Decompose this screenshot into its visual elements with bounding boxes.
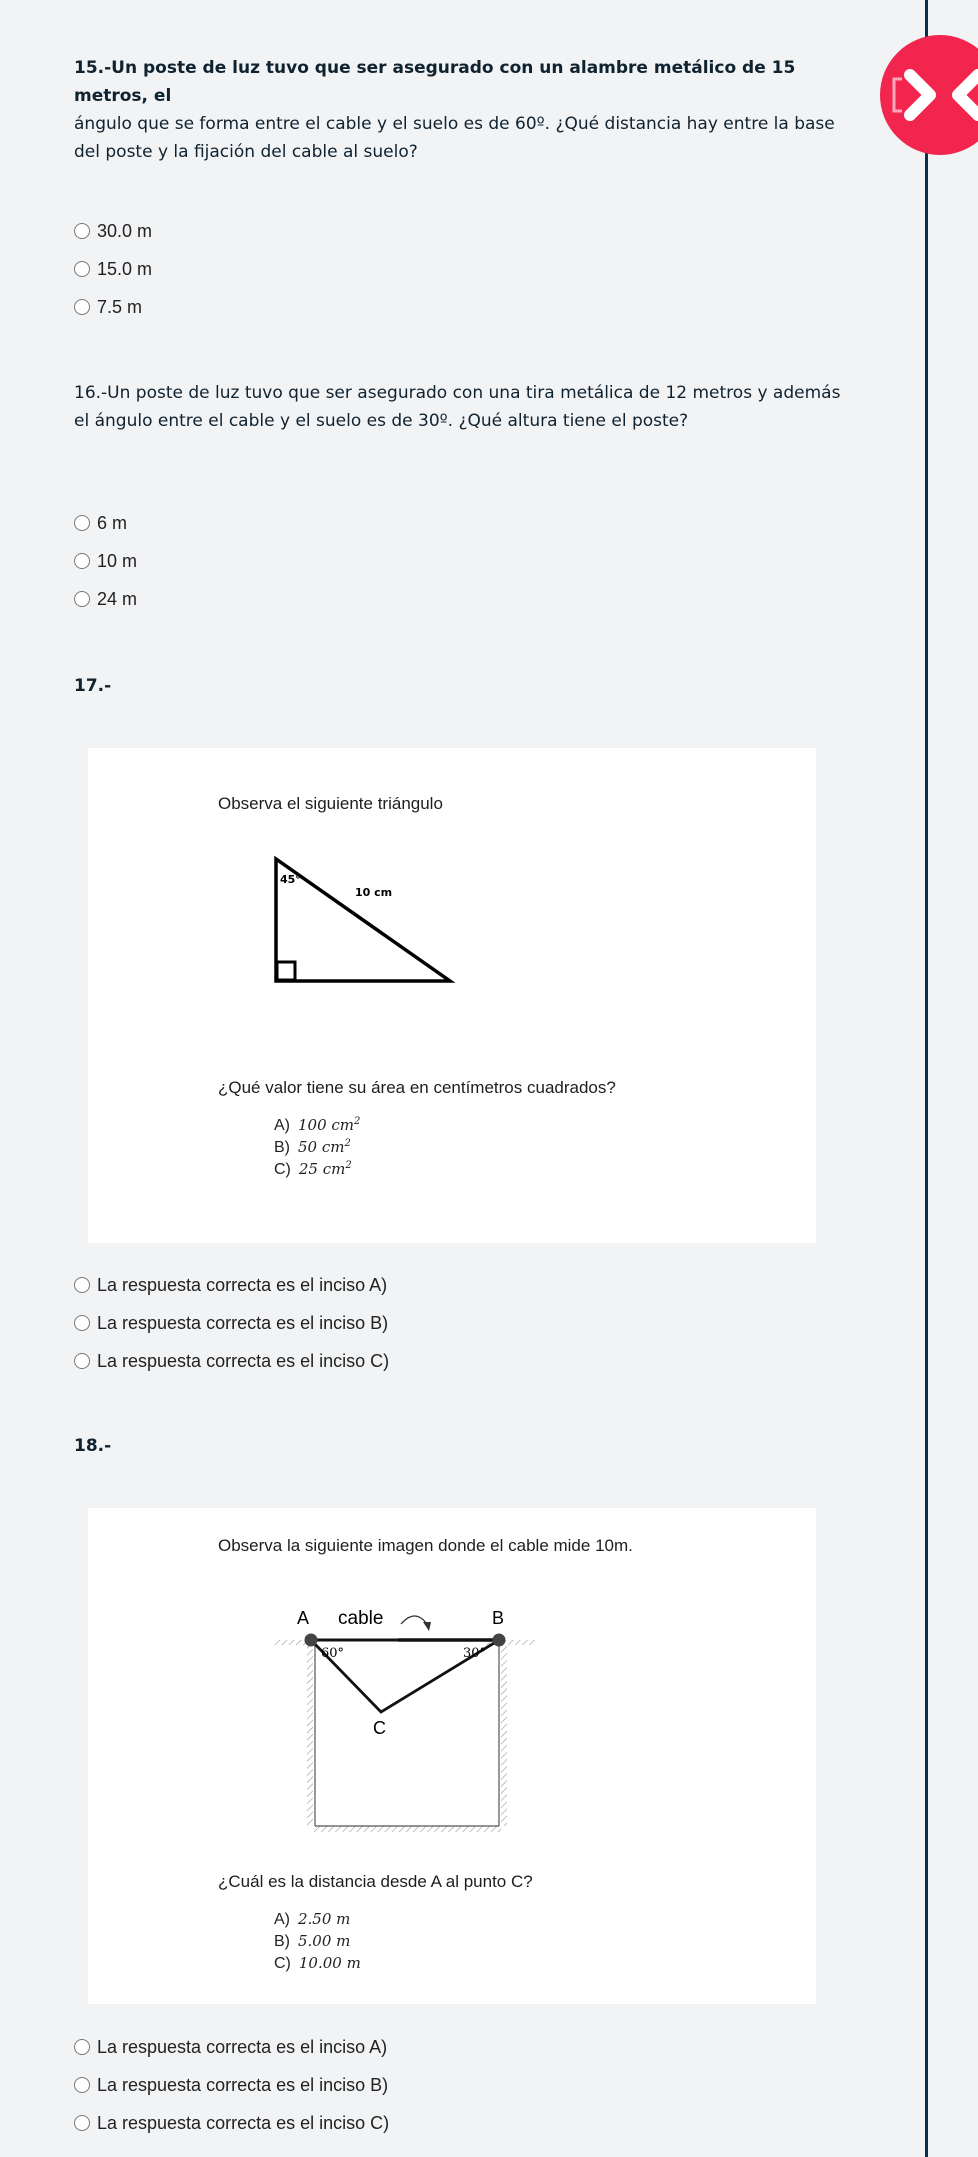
radio-button[interactable] [74, 1315, 90, 1331]
right-triangle-figure [268, 853, 468, 993]
radio-button[interactable] [74, 515, 90, 531]
q15-option-3[interactable]: 7.5 m [74, 296, 142, 318]
q15-option-1[interactable]: 30.0 m [74, 220, 152, 242]
radio-button[interactable] [74, 261, 90, 277]
q18-choice-b: B) 5.00 m [274, 1932, 351, 1950]
radio-button[interactable] [74, 1277, 90, 1293]
question-16-line2: el ángulo entre el cable y el suelo es de 30º. ¿Qué altura tiene el poste? [74, 411, 689, 431]
point-a-label: A [297, 1608, 310, 1628]
radio-button[interactable] [74, 223, 90, 239]
q18-image-panel [88, 1508, 816, 2004]
point-b-label: B [492, 1608, 505, 1628]
radio-button[interactable] [74, 2115, 90, 2131]
q15-option-2[interactable]: 15.0 m [74, 258, 152, 280]
question-15-line1: 15.-Un poste de luz tuvo que ser asegurado con un alambre metálico de 15 metros, el [74, 58, 796, 106]
right-rail-divider [925, 0, 928, 2157]
q18-option-a[interactable]: La respuesta correcta es el inciso A) [74, 2036, 387, 2058]
q17-option-a[interactable]: La respuesta correcta es el inciso A) [74, 1274, 387, 1296]
question-15-line3: del poste y la fijación del cable al suelo? [74, 142, 418, 162]
question-18-label: 18.- [74, 1436, 112, 1456]
q16-option-3[interactable]: 24 m [74, 588, 137, 610]
q17-choice-b: B) 50 $cm^2$ [274, 1138, 351, 1156]
q17-option-c[interactable]: La respuesta correcta es el inciso C) [74, 1350, 389, 1372]
q17-question-text: ¿Qué valor tiene su área en centímetros cuadrados? [218, 1078, 616, 1097]
radio-button[interactable] [74, 2039, 90, 2055]
q18-intro-text: Observa la siguiente imagen donde el cable mide 10m. [218, 1536, 633, 1555]
angle-60-label: 60° [321, 1646, 345, 1661]
close-x-icon [880, 35, 978, 155]
cable-label: cable [338, 1608, 384, 1629]
q18-option-b[interactable]: La respuesta correcta es el inciso B) [74, 2074, 388, 2096]
point-c-label: C [373, 1718, 386, 1738]
question-15-line2: ángulo que se forma entre el cable y el suelo es de 60º. ¿Qué distancia hay entre la base [74, 114, 835, 134]
radio-button[interactable] [74, 2077, 90, 2093]
radio-button[interactable] [74, 591, 90, 607]
question-16-title [74, 379, 854, 435]
question-17-label: 17.- [74, 676, 112, 696]
q17-intro-text: Observa el siguiente triángulo [218, 794, 443, 813]
q17-option-b[interactable]: La respuesta correcta es el inciso B) [74, 1312, 388, 1334]
side-length-label: 10 cm [355, 886, 393, 899]
radio-button[interactable] [74, 553, 90, 569]
q17-image-panel [88, 748, 816, 1243]
question-16-line1: 16.-Un poste de luz tuvo que ser asegurado con una tira metálica de 12 metros y además [74, 383, 841, 403]
angle-45-label: 45° [280, 873, 301, 886]
q17-choice-c: C) 25 $cm^2$ [274, 1160, 352, 1178]
q16-option-1[interactable]: 6 m [74, 512, 127, 534]
q16-option-2[interactable]: 10 m [74, 550, 137, 572]
q18-choice-a: A) 2.50 m [274, 1910, 351, 1928]
radio-button[interactable] [74, 1353, 90, 1369]
radio-button[interactable] [74, 299, 90, 315]
q18-option-c[interactable]: La respuesta correcta es el inciso C) [74, 2112, 389, 2134]
q17-choice-a: A) 100 $cm^2$ [274, 1116, 361, 1134]
cable-diagram-figure [273, 1604, 603, 1854]
question-15-title [74, 54, 854, 166]
q18-question-text: ¿Cuál es la distancia desde A al punto C? [218, 1872, 533, 1891]
angle-30-label: 30° [463, 1646, 487, 1661]
q18-choice-c: C) 10.00 m [274, 1954, 361, 1972]
close-badge[interactable] [880, 35, 978, 155]
